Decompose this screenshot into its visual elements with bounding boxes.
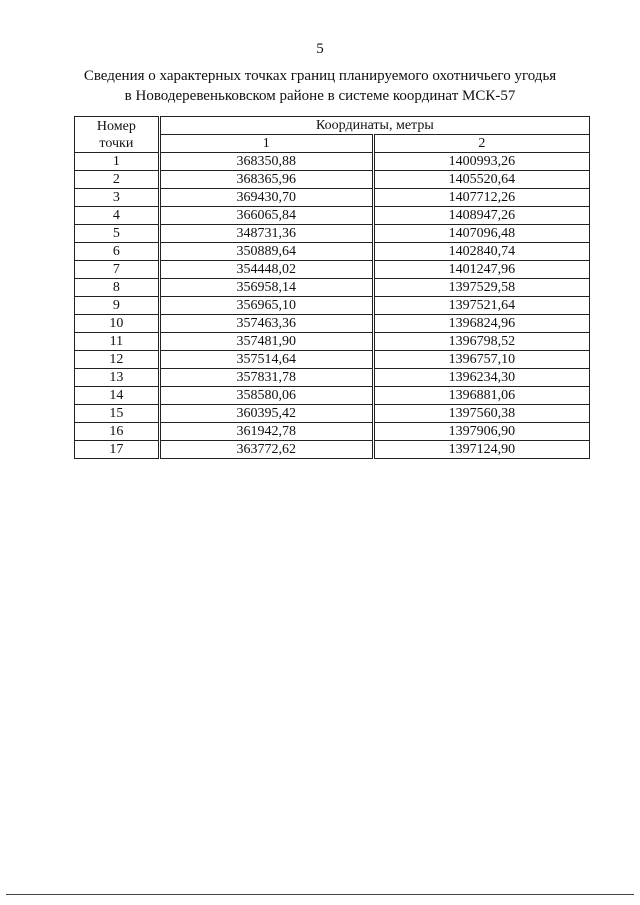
document-title — [40, 66, 600, 106]
point-number-cell: 10 — [75, 315, 160, 333]
coordinate-x-cell: 348731,36 — [159, 225, 373, 243]
point-number-cell: 3 — [75, 189, 160, 207]
coordinate-x-cell: 356965,10 — [159, 297, 373, 315]
coordinate-y-cell: 1397529,58 — [373, 279, 589, 297]
coordinate-y-cell: 1402840,74 — [373, 243, 589, 261]
coordinate-y-cell: 1397521,64 — [373, 297, 589, 315]
coordinate-y-cell: 1397906,90 — [373, 423, 589, 441]
point-number-cell: 1 — [75, 153, 160, 171]
coordinate-x-cell: 357481,90 — [159, 333, 373, 351]
point-number-cell: 6 — [75, 243, 160, 261]
table-row — [75, 315, 590, 333]
coordinate-y-cell: 1396881,06 — [373, 387, 589, 405]
table-row — [75, 207, 590, 225]
point-number-cell: 2 — [75, 171, 160, 189]
coordinate-y-cell: 1397124,90 — [373, 441, 589, 459]
point-number-cell: 17 — [75, 441, 160, 459]
subheader-col-1: 1 — [159, 135, 373, 153]
table-row — [75, 297, 590, 315]
table-row — [75, 423, 590, 441]
table-row — [75, 387, 590, 405]
coordinate-y-cell: 1408947,26 — [373, 207, 589, 225]
table-row — [75, 171, 590, 189]
coordinate-x-cell: 356958,14 — [159, 279, 373, 297]
coordinate-y-cell: 1407712,26 — [373, 189, 589, 207]
header-point-line-1: Номер — [96, 118, 136, 134]
point-number-cell: 15 — [75, 405, 160, 423]
point-number-cell: 8 — [75, 279, 160, 297]
point-number-cell: 13 — [75, 369, 160, 387]
coordinate-x-cell: 357831,78 — [159, 369, 373, 387]
coordinate-y-cell: 1396824,96 — [373, 315, 589, 333]
table-row — [75, 261, 590, 279]
table-row — [75, 279, 590, 297]
coordinate-y-cell: 1405520,64 — [373, 171, 589, 189]
coordinate-x-cell: 357463,36 — [159, 315, 373, 333]
table-row — [75, 333, 590, 351]
coordinate-x-cell: 361942,78 — [159, 423, 373, 441]
header-point-line-2: точки — [99, 135, 134, 151]
coordinate-y-cell: 1401247,96 — [373, 261, 589, 279]
table-row — [75, 351, 590, 369]
table-row — [75, 153, 590, 171]
coordinate-y-cell: 1400993,26 — [373, 153, 589, 171]
coordinate-y-cell: 1397560,38 — [373, 405, 589, 423]
header-point-number — [75, 117, 160, 153]
bottom-scan-edge — [6, 894, 634, 895]
coordinate-x-cell: 350889,64 — [159, 243, 373, 261]
coordinate-y-cell: 1396798,52 — [373, 333, 589, 351]
table-row — [75, 369, 590, 387]
point-number-cell: 9 — [75, 297, 160, 315]
point-number-cell: 12 — [75, 351, 160, 369]
point-number-cell: 14 — [75, 387, 160, 405]
table-row — [75, 225, 590, 243]
coordinate-y-cell: 1396234,30 — [373, 369, 589, 387]
coordinate-y-cell: 1407096,48 — [373, 225, 589, 243]
coordinate-x-cell: 358580,06 — [159, 387, 373, 405]
point-number-cell: 4 — [75, 207, 160, 225]
coordinate-x-cell: 366065,84 — [159, 207, 373, 225]
coordinate-x-cell: 360395,42 — [159, 405, 373, 423]
coordinates-table — [74, 116, 590, 459]
page-number: 5 — [316, 41, 324, 57]
coordinate-y-cell: 1396757,10 — [373, 351, 589, 369]
header-row — [75, 117, 590, 135]
table-body — [75, 153, 590, 459]
table-row — [75, 189, 590, 207]
coordinate-x-cell: 368365,96 — [159, 171, 373, 189]
title-line-2: в Новодеревеньковском районе в системе координат МСК-57 — [124, 88, 516, 104]
coordinate-x-cell: 369430,70 — [159, 189, 373, 207]
point-number-cell: 7 — [75, 261, 160, 279]
table-header — [75, 117, 590, 153]
coordinate-x-cell: 357514,64 — [159, 351, 373, 369]
subheader-col-2: 2 — [373, 135, 589, 153]
coordinate-x-cell: 363772,62 — [159, 441, 373, 459]
table-row — [75, 243, 590, 261]
header-coordinates: Координаты, метры — [159, 117, 589, 135]
title-line-1: Сведения о характерных точках границ планируемого охотничьего угодья — [83, 68, 557, 84]
point-number-cell: 5 — [75, 225, 160, 243]
table-row — [75, 441, 590, 459]
table-row — [75, 405, 590, 423]
coordinate-x-cell: 354448,02 — [159, 261, 373, 279]
coordinate-x-cell: 368350,88 — [159, 153, 373, 171]
point-number-cell: 16 — [75, 423, 160, 441]
point-number-cell: 11 — [75, 333, 160, 351]
